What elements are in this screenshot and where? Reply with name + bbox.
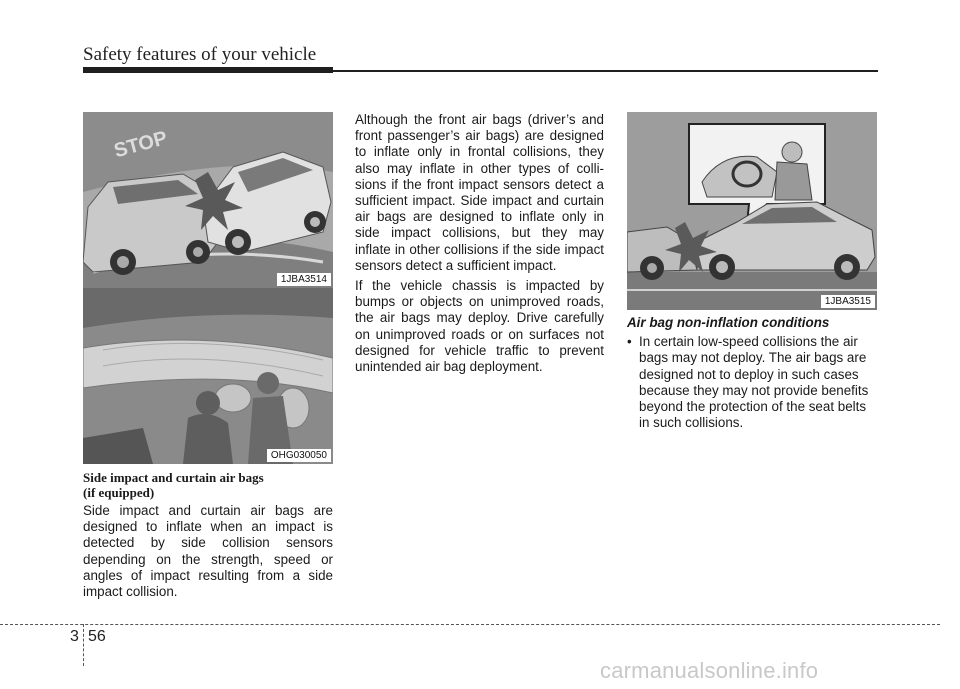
page-number: 56 xyxy=(88,628,106,645)
right-column xyxy=(627,315,878,431)
figure-low-speed-collision xyxy=(627,112,877,310)
header-rule xyxy=(333,70,878,72)
middle-paragraph-1: Although the front air bags (driver’s and front passenger’s air bags) are designed to inflate only in frontal collisions, they also may inflate in other types of colli-sions if the front impact sensors detect a sufficient impact. Side impact and curtain air bags are designed to inflate only in side impact collisions, but they may inflate in other collisions if the side impact sensors detect a sufficient impact. xyxy=(355,112,604,273)
footer-rule xyxy=(0,624,940,625)
section-heading xyxy=(83,470,333,500)
footer-divider xyxy=(83,624,84,666)
figure-side-collision xyxy=(83,112,333,288)
page-header-title: Safety features of your vehicle xyxy=(83,44,317,65)
bullet-item xyxy=(627,334,878,431)
chapter-number: 3 xyxy=(70,628,79,645)
middle-paragraph-2: If the vehicle chassis is impacted by bumps or objects on unimproved roads, the air bags may deploy. Drive carefully on unimproved roads or on surfaces not designed for vehicle traffic to prevent unintended air bag deployment. xyxy=(355,278,604,375)
bullet-text: In certain low-speed collisions the air bags may not deploy. The air bags are designed not to deploy in such cases because they may not provide benefits beyond the protection of the seat belts in such collisions. xyxy=(639,334,869,431)
stop-road-text: STOP xyxy=(111,127,170,163)
figure-code: OHG030050 xyxy=(267,449,331,462)
figure-curtain-airbag xyxy=(83,288,333,464)
side-collision-illustration xyxy=(83,112,333,288)
heading-line-2: (if equipped) xyxy=(83,485,155,500)
non-inflation-heading: Air bag non-inflation conditions xyxy=(627,315,830,330)
header-bar xyxy=(83,67,333,73)
curtain-airbag-illustration xyxy=(83,288,333,464)
bullet-dot: • xyxy=(627,334,632,350)
low-speed-collision-illustration xyxy=(627,112,877,310)
heading-line-1: Side impact and curtain air bags xyxy=(83,470,264,485)
figure-code: 1JBA3515 xyxy=(821,295,875,308)
middle-column xyxy=(355,112,604,379)
left-column xyxy=(83,470,333,604)
left-body-paragraph: Side impact and curtain air bags are designed to inflate when an impact is detected by side collision sensors depending on the strength, speed or angles of impact resulting from a side impact collision. xyxy=(83,503,333,600)
watermark: carmanualsonline.info xyxy=(600,658,819,683)
figure-code: 1JBA3514 xyxy=(277,273,331,286)
